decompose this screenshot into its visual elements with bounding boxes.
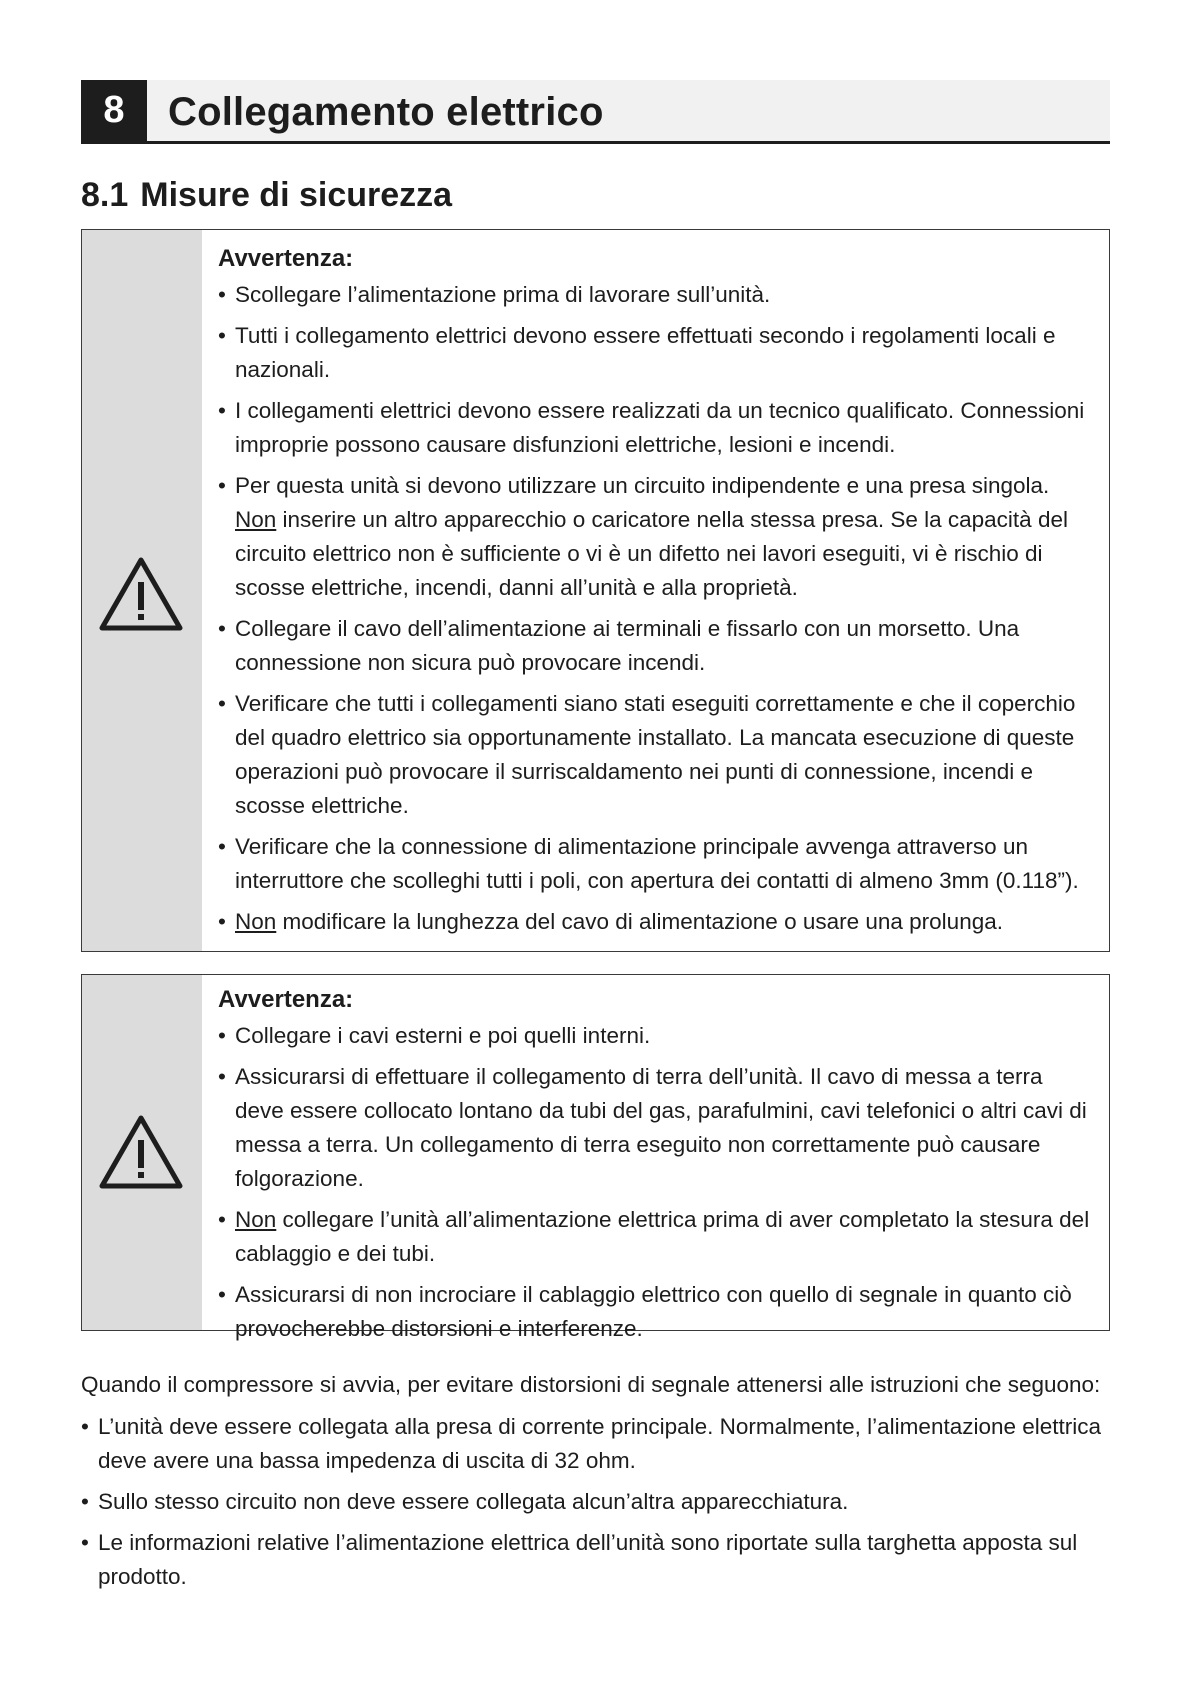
warning-box-1 xyxy=(81,229,1110,952)
list-item: • Non collegare l’unità all’alimentazione elettrica prima di aver completato la stesura del cablaggio e dei tubi. xyxy=(218,1203,1095,1271)
warning-icon-column xyxy=(82,975,202,1330)
chapter-number: 8 xyxy=(81,80,147,141)
list-item: • Scollegare l’alimentazione prima di lavorare sull’unità. xyxy=(218,278,1095,312)
warning-list xyxy=(218,1019,1095,1346)
list-item: • Collegare il cavo dell’alimentazione ai terminali e fissarlo con un morsetto. Una connessione non sicura può provocare incendi. xyxy=(218,612,1095,680)
chapter-header xyxy=(81,80,1110,144)
warning-title: Avvertenza: xyxy=(218,986,354,1013)
instructions-intro: Quando il compressore si avvia, per evitare distorsioni di segnale attenersi alle istruzioni che seguono: xyxy=(81,1372,1101,1397)
list-item: • Collegare i cavi esterni e poi quelli interni. xyxy=(218,1019,1095,1053)
list-item: • Verificare che la connessione di alimentazione principale avvenga attraverso un interruttore che scolleghi tutti i poli, con apertura dei contatti di almeno 3mm (0.118”). xyxy=(218,830,1095,898)
instructions-list xyxy=(81,1410,1121,1594)
list-item: • Verificare che tutti i collegamenti siano stati eseguiti correttamente e che il coperchio del quadro elettrico sia opportunamente installato. La mancata esecuzione di queste operazioni può provocare il surriscaldamento nei punti di connessione, incendi e scosse elettriche. xyxy=(218,687,1095,823)
list-item: • Le informazioni relative l’alimentazione elettrica dell’unità sono riportate sulla targhetta apposta sul prodotto. xyxy=(81,1526,1121,1594)
section-number: 8.1 xyxy=(81,176,129,214)
list-item: • Sullo stesso circuito non deve essere collegata alcun’altra apparecchiatura. xyxy=(81,1485,1121,1519)
list-item: • Assicurarsi di effettuare il collegamento di terra dell’unità. Il cavo di messa a terra deve essere collocato lontano da tubi del gas, parafulmini, cavi telefonici o altri cavi di messa a terra. Un collegamento di terra eseguito non correttamente può causare folgorazione. xyxy=(218,1060,1095,1196)
list-item: • I collegamenti elettrici devono essere realizzati da un tecnico qualificato. Connessioni improprie possono causare disfunzioni elettriche, lesioni e incendi. xyxy=(218,394,1095,462)
list-item: • Per questa unità si devono utilizzare un circuito indipendente e una presa singola. Non inserire un altro apparecchio o caricatore nella stessa presa. Se la capacità del circuito elettrico non è sufficiente o vi è un difetto nei lavori eseguiti, vi è rischio di scosse elettriche, incendi, danni all’unità e alla proprietà. xyxy=(218,469,1095,605)
chapter-title: Collegamento elettrico xyxy=(168,90,604,134)
list-item: • Tutti i collegamento elettrici devono essere effettuati secondo i regolamenti locali e nazionali. xyxy=(218,319,1095,387)
section-title xyxy=(81,176,452,215)
warning-box-2 xyxy=(81,974,1110,1341)
warning-title: Avvertenza: xyxy=(218,245,354,272)
warning-triangle-icon xyxy=(98,1114,184,1190)
list-item: • Non modificare la lunghezza del cavo di alimentazione o usare una prolunga. xyxy=(218,905,1095,939)
warning-icon-column xyxy=(82,230,202,951)
compressor-instructions xyxy=(81,1368,1121,1601)
list-item: • L’unità deve essere collegata alla presa di corrente principale. Normalmente, l’alimentazione elettrica deve avere una bassa impedenza di uscita di 32 ohm. xyxy=(81,1410,1121,1478)
warning-triangle-icon xyxy=(98,556,184,632)
section-title-text: Misure di sicurezza xyxy=(140,176,453,214)
warning-list xyxy=(218,278,1095,939)
list-item: • Assicurarsi di non incrociare il cablaggio elettrico con quello di segnale in quanto ciò provocherebbe distorsioni e interferenze. xyxy=(218,1278,1095,1346)
